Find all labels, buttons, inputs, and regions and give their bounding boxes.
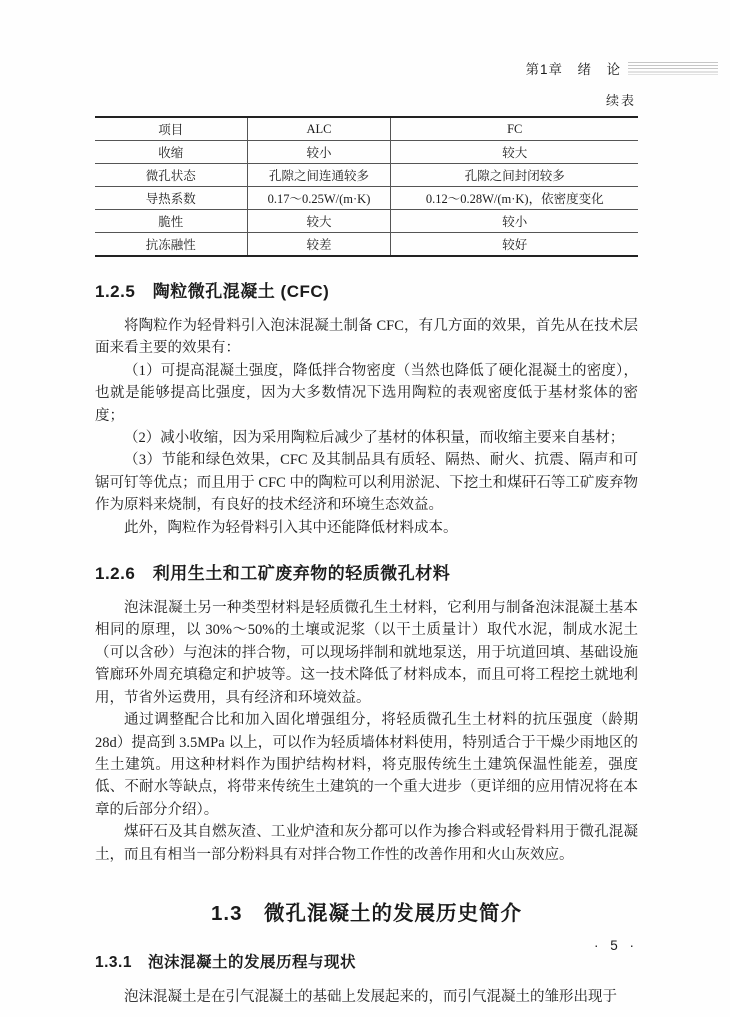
table-cell: 较小	[247, 141, 391, 164]
paragraph: 泡沫混凝土另一种类型材料是轻质微孔生土材料，它利用与制备泡沫混凝土基本相同的原理，以 30%～50%的土壤或泥浆（以干土质量计）取代水泥，制成水泥土（可以含砂）与泡沫的拌合物，可以现场拌制和就地泵送，用于坑道回填、基础设施管廊环外周充填稳定和护坡等。这一技术降低了材料成本，而且可将工程挖土就地利用，节省外运费用，具有经济和环境效益。	[95, 600, 638, 706]
section-heading-1-2-6: 1.2.6 利用生土和工矿废弃物的轻质微孔材料	[95, 564, 451, 584]
table-header-cell: 项目	[95, 117, 247, 141]
paragraph: 将陶粒作为轻骨料引入泡沫混凝土制备 CFC，有几方面的效果，首先从在技术层面来看主要的效果有：	[95, 318, 638, 357]
table-cell: 收缩	[95, 141, 247, 164]
section-heading-1-3: 1.3 微孔混凝土的发展历史简介	[211, 901, 522, 925]
paragraph: （1）可提高混凝土强度，降低拌合物密度（当然也降低了硬化混凝土的密度），也就是能够提高比强度，因为大多数情况下选用陶粒的表观密度低于基材浆体的密度；	[95, 362, 638, 424]
comparison-table	[95, 116, 638, 257]
table-cell: 孔隙之间连通较多	[247, 164, 391, 187]
table-cell: 脆性	[95, 210, 247, 233]
table-header-row	[95, 117, 638, 141]
table-cell: 较差	[247, 233, 391, 257]
header-rule-lines	[628, 62, 718, 75]
table-row	[95, 141, 638, 164]
paragraph: 此外，陶粒作为轻骨料引入其中还能降低材料成本。	[124, 519, 458, 536]
table-cell: 较大	[391, 141, 638, 164]
table-row	[95, 187, 638, 210]
chapter-title: 第1章 绪 论	[525, 62, 621, 77]
table-row	[95, 164, 638, 187]
table-cell: 较好	[391, 233, 638, 257]
section-heading-1-2-5: 1.2.5 陶粒微孔混凝土 (CFC)	[95, 282, 330, 301]
section-heading-1-3-1: 1.3.1 泡沫混凝土的发展历程与现状	[95, 953, 356, 971]
content-column	[95, 90, 638, 1008]
table-cell: 较小	[391, 210, 638, 233]
table-cell: 导热系数	[95, 187, 247, 210]
table-cell: 较大	[247, 210, 391, 233]
table-header-cell: ALC	[247, 117, 391, 141]
table-row	[95, 233, 638, 257]
paragraph: （2）减小收缩，因为采用陶粒后减少了基材的体积量，而收缩主要来自基材；	[124, 430, 625, 447]
table-cell: 0.12～0.28W/(m·K)，依密度变化	[391, 187, 638, 210]
table-row	[95, 210, 638, 233]
table-cell: 抗冻融性	[95, 233, 247, 257]
table-header-cell: FC	[391, 117, 638, 141]
table-cell: 微孔状态	[95, 164, 247, 187]
paragraph: 煤矸石及其自燃灰渣、工业炉渣和灰分都可以作为掺合料或轻骨料用于微孔混凝土，而且有相当一部分粉料具有对拌合物工作性的改善作用和火山灰效应。	[95, 824, 638, 863]
paragraph: （3）节能和绿色效果，CFC 及其制品具有质轻、隔热、耐火、抗震、隔声和可锯可钉等优点；而且用于 CFC 中的陶粒可以利用淤泥、下挖土和煤矸石等工矿废弃物作为原料来烧制，有良好的技术经济和环境生态效益。	[95, 452, 638, 514]
page-number: · 5 ·	[593, 938, 638, 953]
table-cell: 0.17～0.25W/(m·K)	[247, 187, 391, 210]
table-cell: 孔隙之间封闭较多	[391, 164, 638, 187]
paragraph: 泡沫混凝土是在引气混凝土的基础上发展起来的，而引气混凝土的雏形出现于	[124, 988, 617, 1005]
running-header	[95, 0, 718, 78]
paragraph: 通过调整配合比和加入固化增强组分，将轻质微孔生土材料的抗压强度（龄期 28d）提高到 3.5MPa 以上，可以作为轻质墙体材料使用，特别适合于干燥少雨地区的生土建筑。用这种材料作为围护结构材料，将克服传统生土建筑保温性能差，强度低、不耐水等缺点，将带来传统生土建筑的一个重大进步（更详细的应用情况将在本章的后部分介绍）。	[95, 712, 638, 818]
continued-table-label: 续表	[605, 93, 636, 108]
